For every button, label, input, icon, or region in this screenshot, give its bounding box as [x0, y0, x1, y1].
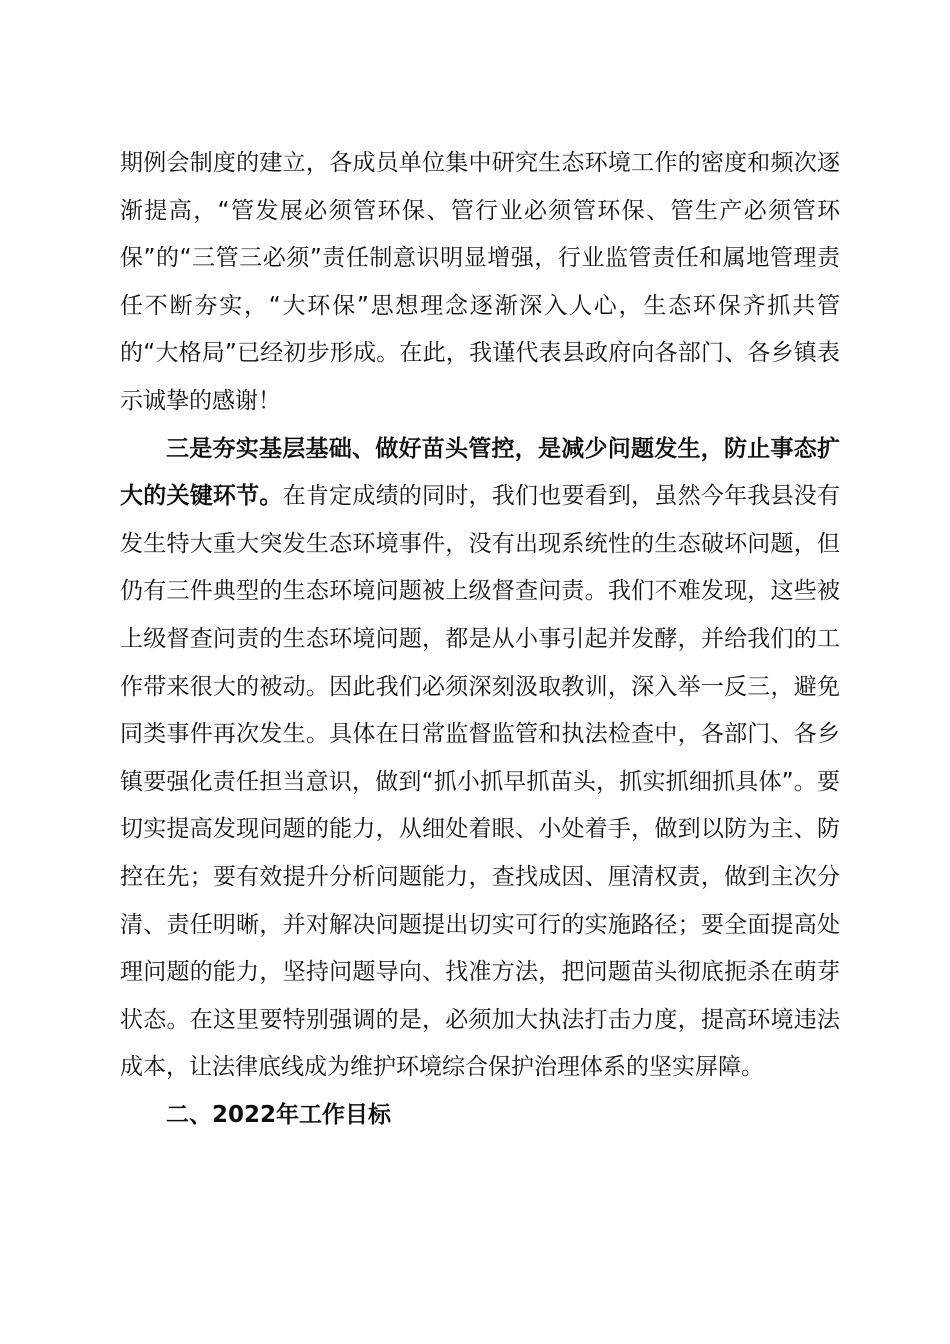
paragraph-lead-sentence: 三是夯实基层基础、做好苗头管控，是减少问题发生，防止事态扩大的关键环节。	[120, 435, 840, 510]
paragraph-body-text: 在肯定成绩的同时，我们也要看到，虽然今年我县没有发生特大重大突发生态环境事件，没有出现系统性的生态破坏问题，但仍有三件典型的生态环境问题被上级督查问责。我们不难发现，这些被上级督查问责的生态环境问题，都是从小事引起并发酵，并给我们的工作带来很大的被动。因此我们必须深刻汲取教训，深入举一反三，避免同类事件再次发生。具体在日常监督监管和执法检查中，各部门、各乡镇要强化责任担当意识，做到“抓小抓早抓苗头，抓实抓细抓具体”。要切实提高发现问题的能力，从细处着眼、小处着手，做到以防为主、防控在先；要有效提升分析问题能力，查找成因、厘清权责，做到主次分清、责任明晰，并对解决问题提出切实可行的实施路径；要全面提高处理问题的能力，坚持问题导向、找准方法，把问题苗头彻底扼杀在萌芽状态。在这里要特别强调的是，必须加大执法打击力度，提高环境违法成本，让法律底线成为维护环境综合保护治理体系的坚实屏障。	[120, 483, 841, 1081]
section-heading: 二、2022年工作目标	[166, 1101, 392, 1128]
paragraph-point-three	[120, 426, 840, 1092]
paragraph-continued: 期例会制度的建立，各成员单位集中研究生态环境工作的密度和频次逐渐提高，“管发展必须管环保、管行业必须管环保、管生产必须管环保”的“三管三必须”责任制意识明显增强，行业监管责任和属地管理责任不断夯实，“大环保”思想理念逐渐深入人心，生态环保齐抓共管的“大格局”已经初步形成。在此，我谨代表县政府向各部门、各乡镇表示诚挚的感谢！	[120, 150, 840, 414]
document-body	[120, 140, 840, 1139]
